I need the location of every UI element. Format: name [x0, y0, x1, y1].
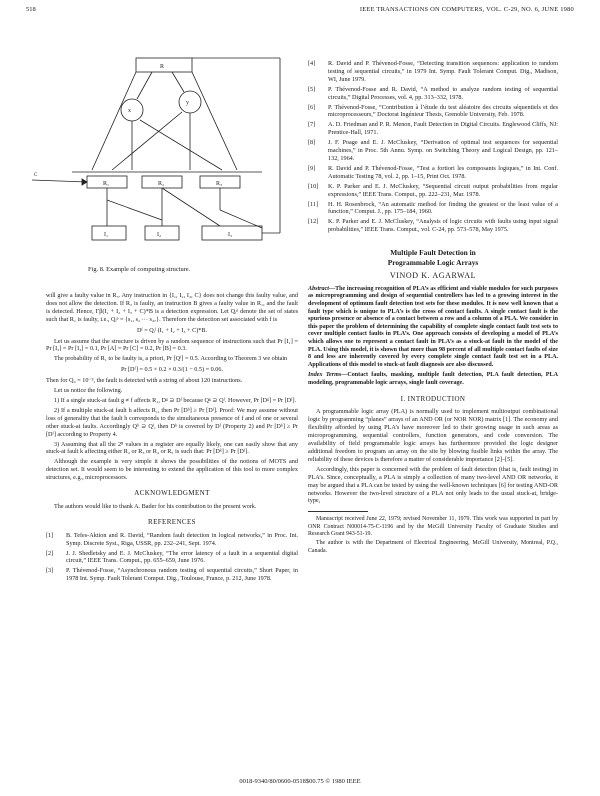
paragraph: Then for Q₀ = 10⁻³, the fault is detected with a string of about 120 instructions. [46, 377, 243, 385]
reference-item: [6] P. Thévenod-Fosse, “Contribution à l’étude du test aléatoire des circuits séquentiels et des microprocesseurs,” Doctorat Ingénieur Thesis, Grenoble University, Feb. 1978. [308, 103, 558, 119]
abstract: Abstract—The increasing recognition of PLA’s as efficient and viable modules for such purposes as microprogramming and design of sequential controllers has led to a growing interest in the development of optimum fault detection test sets for these modules. It is now well known that a fault type which is unique to PLA’s is the cross of contact faults. A single contact fault is the spurious presence or absence of a contact between a row and a column of a PLA. We consider in this paper the problem of determining the capability of complete single contact fault test sets to cover multiple contact faults in PLA’s. One approach consists of developing a model of PLA’s which allows one to represent a contact fault in PLA’s as a stuck-at fault in the model of the PLA. Using this model, it is shown that more than 98 percent of all multiple contact faults of size 8 and less are inherently covered by every complete single contact fault test set in a PLA. Applications of this model to stuck-at fault diagnosis are also discussed. [308, 285, 558, 368]
svg-text:x: x [128, 108, 131, 114]
block-i2 [145, 226, 179, 240]
paragraph: The probability of R₁ to be faulty is, a priori, Pr [Qᶠ] = 0.5. According to Theorem 3 we obtain [54, 355, 288, 363]
acknowledgment-text: The authors would like to thank A. Bader for his contribution to the present work. [54, 502, 257, 510]
index-terms: Index Terms—Contact faults, masking, multiple fault detection, PLA fault detection, PLA modeling, programmable logic arrays, single fault coverage. [308, 372, 558, 386]
figure-caption: Fig. 8. Example of computing structure. [88, 266, 191, 273]
reference-item: [7] A. D. Friedman and P. R. Menon, Fault Detection in Digital Circuits. Englewood Cliffs, NJ: Prentice-Hall, 1971. [308, 121, 558, 137]
reference-item: [10] K. P. Parker and E. J. McCluskey, “Sequential circuit output probabilities from regular expressions,” IEEE Trans. Comput., pp. 222–231, Mar. 1978. [308, 182, 558, 198]
operator-circle-1 [121, 99, 143, 121]
paragraph: 2) If a multiple stuck-at fault h affects R₁, then Pr [Dʰ] ≥ Pr [Dᶠ]. Proof: We may assume without loss of generality that the fault h corresponds to the simultaneous presence of f and of one or several other stuck-at faults. Accordingly Qʰ ⊇ Qᶠ, then Dʰ is covered by Dᶠ (Property 2) and Pr [Dʰ] ≥ Pr [Dᶠ] according to Property 4. [46, 406, 298, 438]
footnote-rule [308, 511, 368, 512]
references-heading: REFERENCES [148, 517, 196, 526]
svg-text:R₂: R₂ [158, 181, 165, 187]
svg-text:y: y [186, 100, 189, 106]
block-i1 [92, 226, 126, 240]
svg-text:I₁: I₁ [104, 232, 109, 238]
svg-text:R₃: R₃ [216, 181, 223, 187]
paragraph: will give a faulty value in R₃. Any instruction in {I₁, I₂, I₃, C} does not change this faulty value, and does not allow the detection. If R₂ is faulty, an instruction B gives a faulty value in R₁, and the fault is detected. Hence, Γβ(I₁ + I₂ + I₃ + C)*B is a detection expression. Let Qᵢᵖ denote the set of states such that R₁ is faulty, i.e., Qᵢᵖ = {s₁, s₂ ··· s₄₇}. Therefore the detection set associated with f is [46, 292, 298, 323]
paragraph: 3) Assuming that all the 2⁸ values in a register are equally likely, one can easily show that any stuck-at fault k affecting either R₂ or R₃ or R₄ or R₅ is such that: Pr [Dᵏ] ≥ Pr [Dᶠ]. [46, 440, 298, 456]
reference-item: [9] R. David and P. Thévenod-Fosse, “Test a fortiori les composants logiques,” in Int. Conf. Automatic Testing 78, vol. 2, pp. 1–15, Print Oct. 1978. [308, 164, 558, 180]
svg-text:R₁: R₁ [103, 181, 110, 187]
reference-item: [4] R. David and P. Thévenod-Fosse, “Detecting transition sequences: application to random testing of sequential circuits,” in 1979 Int. Symp. Fault Tolerant Comput. Dig., Madison, WI, June 1979. [308, 60, 558, 83]
equation-detection-set: Dᶠ = Qᵢᶠ (I₁ + I₂ + I₃ + C)*B. [136, 326, 208, 334]
operator-circle-2 [179, 91, 201, 113]
svg-text:I₃: I₃ [228, 232, 233, 238]
reference-list-continued [308, 60, 558, 234]
running-header [26, 6, 574, 18]
reference-item: [5] P. Thévenod-Fosse and R. David, “A method to analyze random testing of sequential circuits,” Digital Processes, vol. 4, pp. 313–332, 1978. [308, 85, 558, 101]
equation-probability: Pr [Dᶠ] = 0.5 × 0.2 × 0.3/(1 − 0.5) = 0.06. [120, 366, 224, 374]
right-column [308, 60, 558, 557]
paragraph: Let us notice the following. [54, 387, 123, 395]
reference-item: [3] P. Thévenod-Fosse, “Asynchronous random testing of sequential circuits,” Short Paper, in 1978 Int. Symp. Fault Tolerant Comput. Dig., Toulouse, France, p. 212, June 1978. [46, 567, 298, 583]
reference-list [46, 532, 298, 583]
page-number: 518 [26, 6, 36, 13]
footnote-author: The author is with the Department of Electrical Engineering, McGill University, Montreal, P.Q., Canada. [308, 540, 558, 554]
reference-item: [11] H. H. Rosenbrock, “An automatic method for finding the greatest or the least value of a function,” Comput. J., pp. 175–184, 1960. [308, 200, 558, 216]
paragraph: A programmable logic array (PLA) is normally used to implement multioutput combinational logic by programming “planes” arrays of an AND OR (or NOR NOR) matrix [1]. The economy and flexibility afforded by using PLA’s have moreover led to their growing usage in such areas as microprogramming, sequential controllers, function generators, and code conversion. The availability of field programmable logic arrays has furthermore provided the logic designer additional freedom to program an array on the site by blowing fusible links within the array. The reliability of these devices is therefore a matter of considerable importance [2]–[5]. [308, 408, 558, 463]
introduction-heading: I. INTRODUCTION [400, 394, 466, 403]
svg-text:C: C [34, 173, 38, 178]
footnote-manuscript: Manuscript received June 22, 1979; revised November 11, 1979. This work was supported in part by ONR Contract N00014-75-C-1196 and by the McGill University Faculty of Graduate Studies and Research Grant 943-51-19. [308, 516, 558, 537]
figure-diagram [32, 50, 300, 262]
paper-title: Multiple Fault Detection in Programmable Logic Arrays [387, 248, 479, 267]
journal-header: IEEE TRANSACTIONS ON COMPUTERS, VOL. C-29, NO. 6, JUNE 1980 [359, 6, 574, 13]
figure-8 [32, 50, 300, 282]
paragraph: 1) If a single stuck-at fault g ≠ f affects R₁, Dᵍ ⊇ Dᶠ because Qᵍ ⊇ Qᶠ. However, Pr [Dᵍ] = Pr [Dᶠ]. [54, 396, 297, 404]
paragraph: Although the example is very simple it shows the possibilities of the notions of MOTS and detection set. It would seem to be interesting to extend the application of this tool to more complex structures, e.g., microprocessors. [46, 458, 298, 482]
reference-item: [8] J. F. Poage and E. J. McCluskey, “Derivation of optimal test sequences for sequential machines,” in Proc. 5th Annu. Symp. on Switching Theory and Logical Design, pp. 121–132, 1964. [308, 139, 558, 162]
acknowledgment-heading: ACKNOWLEDGMENT [134, 489, 210, 498]
paragraph: Let us assume that the structure is driven by a random sequence of instructions such that Pr [I₁] = Pr [I₂] = Pr [I₃] = 0.1, Pr [A] = Pr [C] = 0.2, Pr [B] = 0.3. [46, 337, 298, 353]
reference-item: [12] K. P. Parker and E. J. McCluskey, “Analysis of logic circuits with faults using input signal probabilities,” IEEE Trans. Comput., vol. C-24, pp. 573–578, May 1975. [308, 218, 558, 234]
paragraph: Accordingly, this paper is concerned with the problem of fault detection (that is, fault testing) in PLA’s. Since, conceptually, a PLA is simply a collection of many two-level AND OR networks, it may be argued that a PLA can be tested by using the well-known techniques [6] for testing AND-OR networks. However the two-level structure of a PLA not only leads to the usual stuck-at, bridge-type, [308, 465, 558, 505]
reference-item: [1] B. Tefes-Aktion and R. David, “Random fault detection in logical networks,” in Proc. Int. Symp. Discrete Syst., Riga, USSR, pp. 232–241, Sept. 1974. [46, 531, 298, 547]
reference-item: [2] J. J. Shedletsky and E. J. McCluskey, “The error latency of a fault in a sequential digital circuit,” IEEE Trans. Comput., pp. 655–659, June 1976. [46, 549, 298, 565]
svg-text:I₂: I₂ [157, 232, 162, 238]
page-footer: 0018-9340/80/0600-0518$00.75 © 1980 IEEE [239, 778, 361, 785]
paper-author: VINOD K. AGARWAL [389, 270, 477, 280]
left-column [46, 292, 298, 585]
label-r: R [160, 64, 165, 70]
